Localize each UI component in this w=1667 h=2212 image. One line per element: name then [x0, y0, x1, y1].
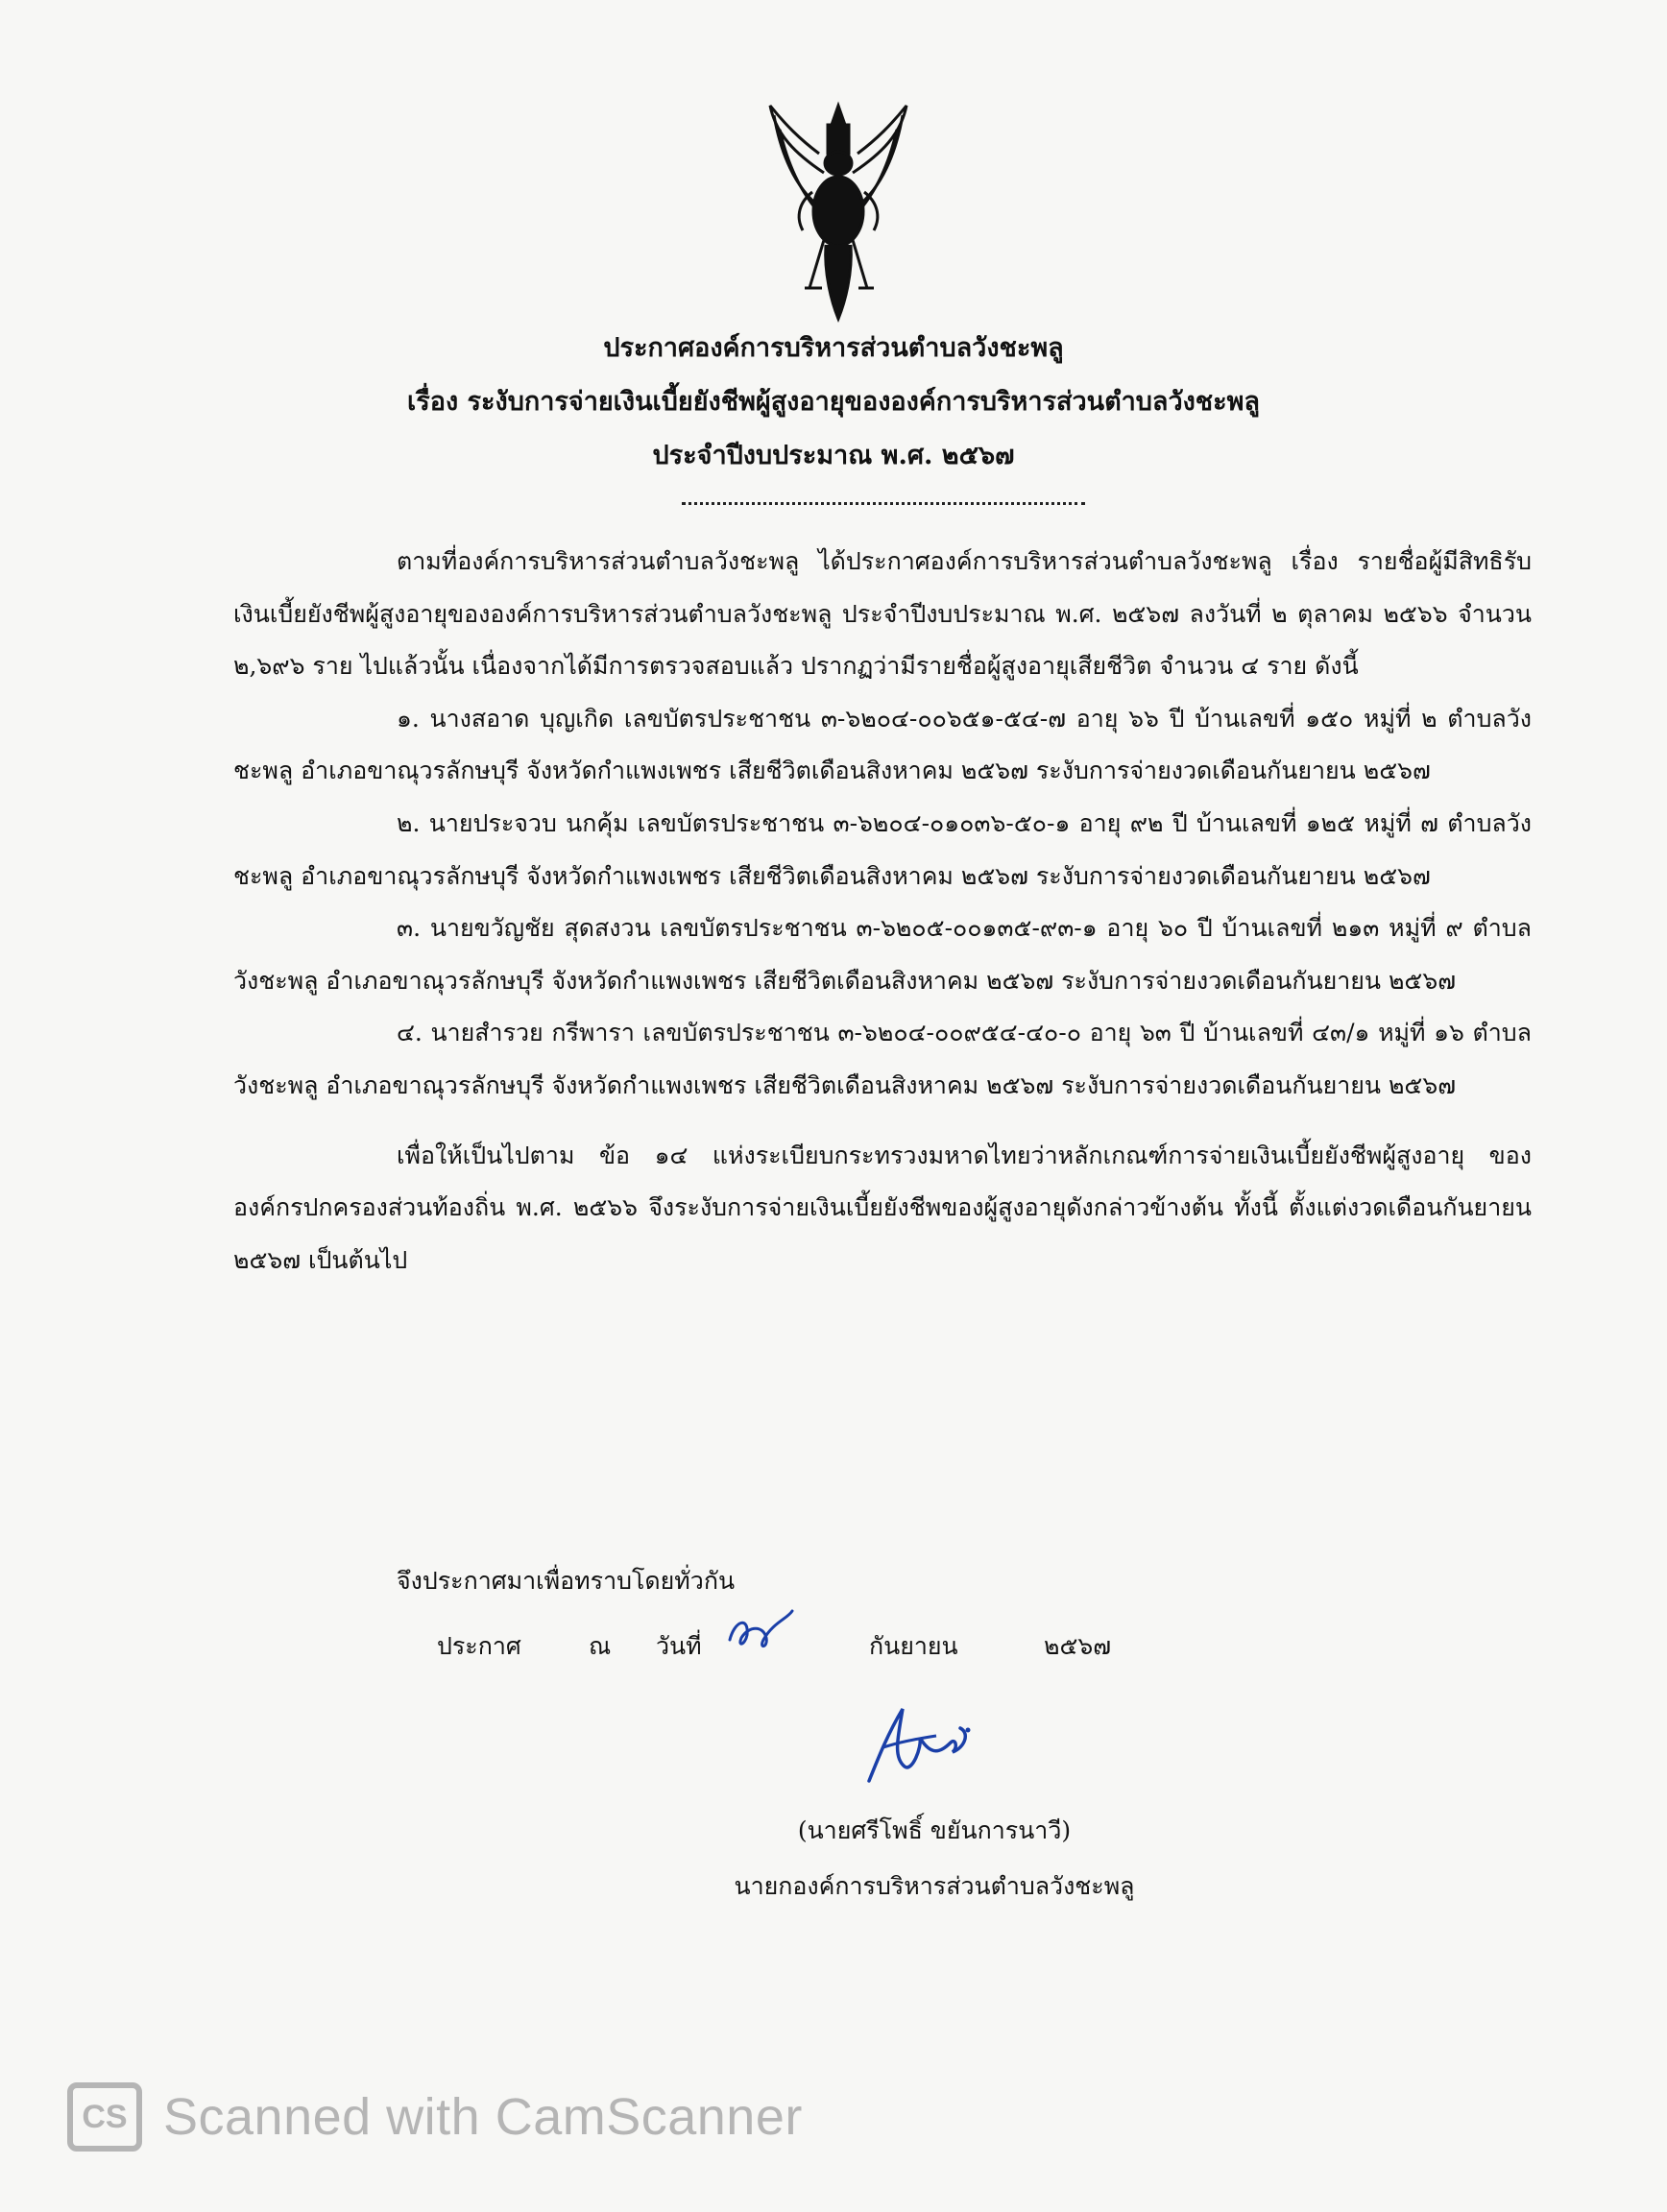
regulation-paragraph: เพื่อให้เป็นไปตาม ข้อ ๑๔ แห่งระเบียบกระทรวงมหาดไทยว่าหลักเกณฑ์การจ่ายเงินเบี้ยยังชีพผู้สูงอายุ ขององค์กรปกครองส่วนท้องถิ่น พ.ศ. ๒๕๖๖ จึงระงับการจ่ายเงินเบี้ยยังชีพของผู้สูงอายุดังกล่าวข้างต้น ทั้งนี้ ตั้งแต่งวดเดือนกันยายน ๒๕๖๗ เป็นต้นไป	[233, 1141, 1532, 1274]
dotted-divider	[682, 502, 1085, 505]
heading-fiscal-year: ประจำปีงบประมาณ พ.ศ. ๒๕๖๗	[652, 441, 1015, 470]
list-item: ๑. นางสอาด บุญเกิด เลขบัตรประชาชน ๓-๖๒๐๔-๐๐๖๕๑-๕๔-๗ อายุ ๖๖ ปี บ้านเลขที่ ๑๕๐ หมู่ที่ ๒ ตำบลวังชะพลู อำเภอขาณุวรลักษบุรี จังหวัดกำแพงเพชร เสียชีวิตเดือนสิงหาคม ๒๕๖๗ ระงับการจ่ายงวดเดือนกันยายน ๒๕๖๗	[233, 704, 1532, 785]
signatory	[0, 1803, 1667, 1914]
heading-title: ประกาศองค์การบริหารส่วนตำบลวังชะพลู	[603, 333, 1064, 363]
signatory-name: (นายศรีโพธิ์ ขยันการนาวี)	[797, 1816, 1072, 1844]
dateline-year: ๒๕๖๗	[1044, 1632, 1112, 1660]
intro-paragraph: ตามที่องค์การบริหารส่วนตำบลวังชะพลู ได้ประกาศองค์การบริหารส่วนตำบลวังชะพลู เรื่อง รายชื่อผู้มีสิทธิรับเงินเบี้ยยังชีพผู้สูงอายุขององค์การบริหารส่วนตำบลวังชะพลู ประจำปีงบประมาณ พ.ศ. ๒๕๖๗ ลงวันที่ ๒ ตุลาคม ๒๕๖๖ จำนวน ๒,๖๙๖ ราย ไปแล้วนั้น เนื่องจากได้มีการตรวจสอบแล้ว ปรากฏว่ามีรายชื่อผู้สูงอายุเสียชีวิต จำนวน ๔ ราย ดังนี้	[233, 547, 1532, 681]
dateline-month: กันยายน	[869, 1632, 958, 1660]
closing-line: จึงประกาศมาเพื่อทราบโดยทั่วกัน	[397, 1567, 736, 1595]
dateline-prefix: ประกาศ	[437, 1632, 521, 1660]
list-item: ๒. นายประจวบ นกคุ้ม เลขบัตรประชาชน ๓-๖๒๐๔-๐๑๐๓๖-๕๐-๑ อายุ ๙๒ ปี บ้านเลขที่ ๑๒๕ หมู่ที่ ๗ ตำบลวังชะพลู อำเภอขาณุวรลักษบุรี จังหวัดกำแพงเพชร เสียชีวิตเดือนสิงหาคม ๒๕๖๗ ระงับการจ่ายงวดเดือนกันยายน ๒๕๖๗	[233, 808, 1532, 890]
signature	[845, 1690, 979, 1795]
camscanner-logo-icon: CS	[67, 2082, 142, 2152]
garuda-emblem-icon	[766, 96, 910, 326]
watermark-text: Scanned with CamScanner	[163, 2088, 803, 2146]
dateline-at: ณ	[589, 1632, 612, 1660]
dateline-day-label: วันที่	[656, 1632, 702, 1660]
signatory-position: นายกองค์การบริหารส่วนตำบลวังชะพลู	[734, 1872, 1135, 1900]
document-body	[233, 536, 1532, 1286]
heading	[0, 322, 1667, 483]
list-item: ๔. นายสำรวย กรีพารา เลขบัตรประชาชน ๓-๖๒๐๔-๐๐๙๕๔-๔๐-๐ อายุ ๖๓ ปี บ้านเลขที่ ๔๓/๑ หมู่ที่ ๑๖ ตำบลวังชะพลู อำเภอขาณุวรลักษบุรี จังหวัดกำแพงเพชร เสียชีวิตเดือนสิงหาคม ๒๕๖๗ ระงับการจ่ายงวดเดือนกันยายน ๒๕๖๗	[233, 1019, 1532, 1099]
list-item: ๓. นายขวัญชัย สุดสงวน เลขบัตรประชาชน ๓-๖๒๐๕-๐๐๑๓๕-๙๓-๑ อายุ ๖๐ ปี บ้านเลขที่ ๒๑๓ หมู่ที่ ๙ ตำบลวังชะพลู อำเภอขาณุวรลักษบุรี จังหวัดกำแพงเพชร เสียชีวิตเดือนสิงหาคม ๒๕๖๗ ระงับการจ่ายงวดเดือนกันยายน ๒๕๖๗	[233, 914, 1532, 995]
handwritten-day	[720, 1601, 816, 1659]
heading-subject: เรื่อง ระงับการจ่ายเงินเบี้ยยังชีพผู้สูงอายุขององค์การบริหารส่วนตำบลวังชะพลู	[407, 387, 1260, 417]
camscanner-watermark	[67, 2079, 803, 2155]
